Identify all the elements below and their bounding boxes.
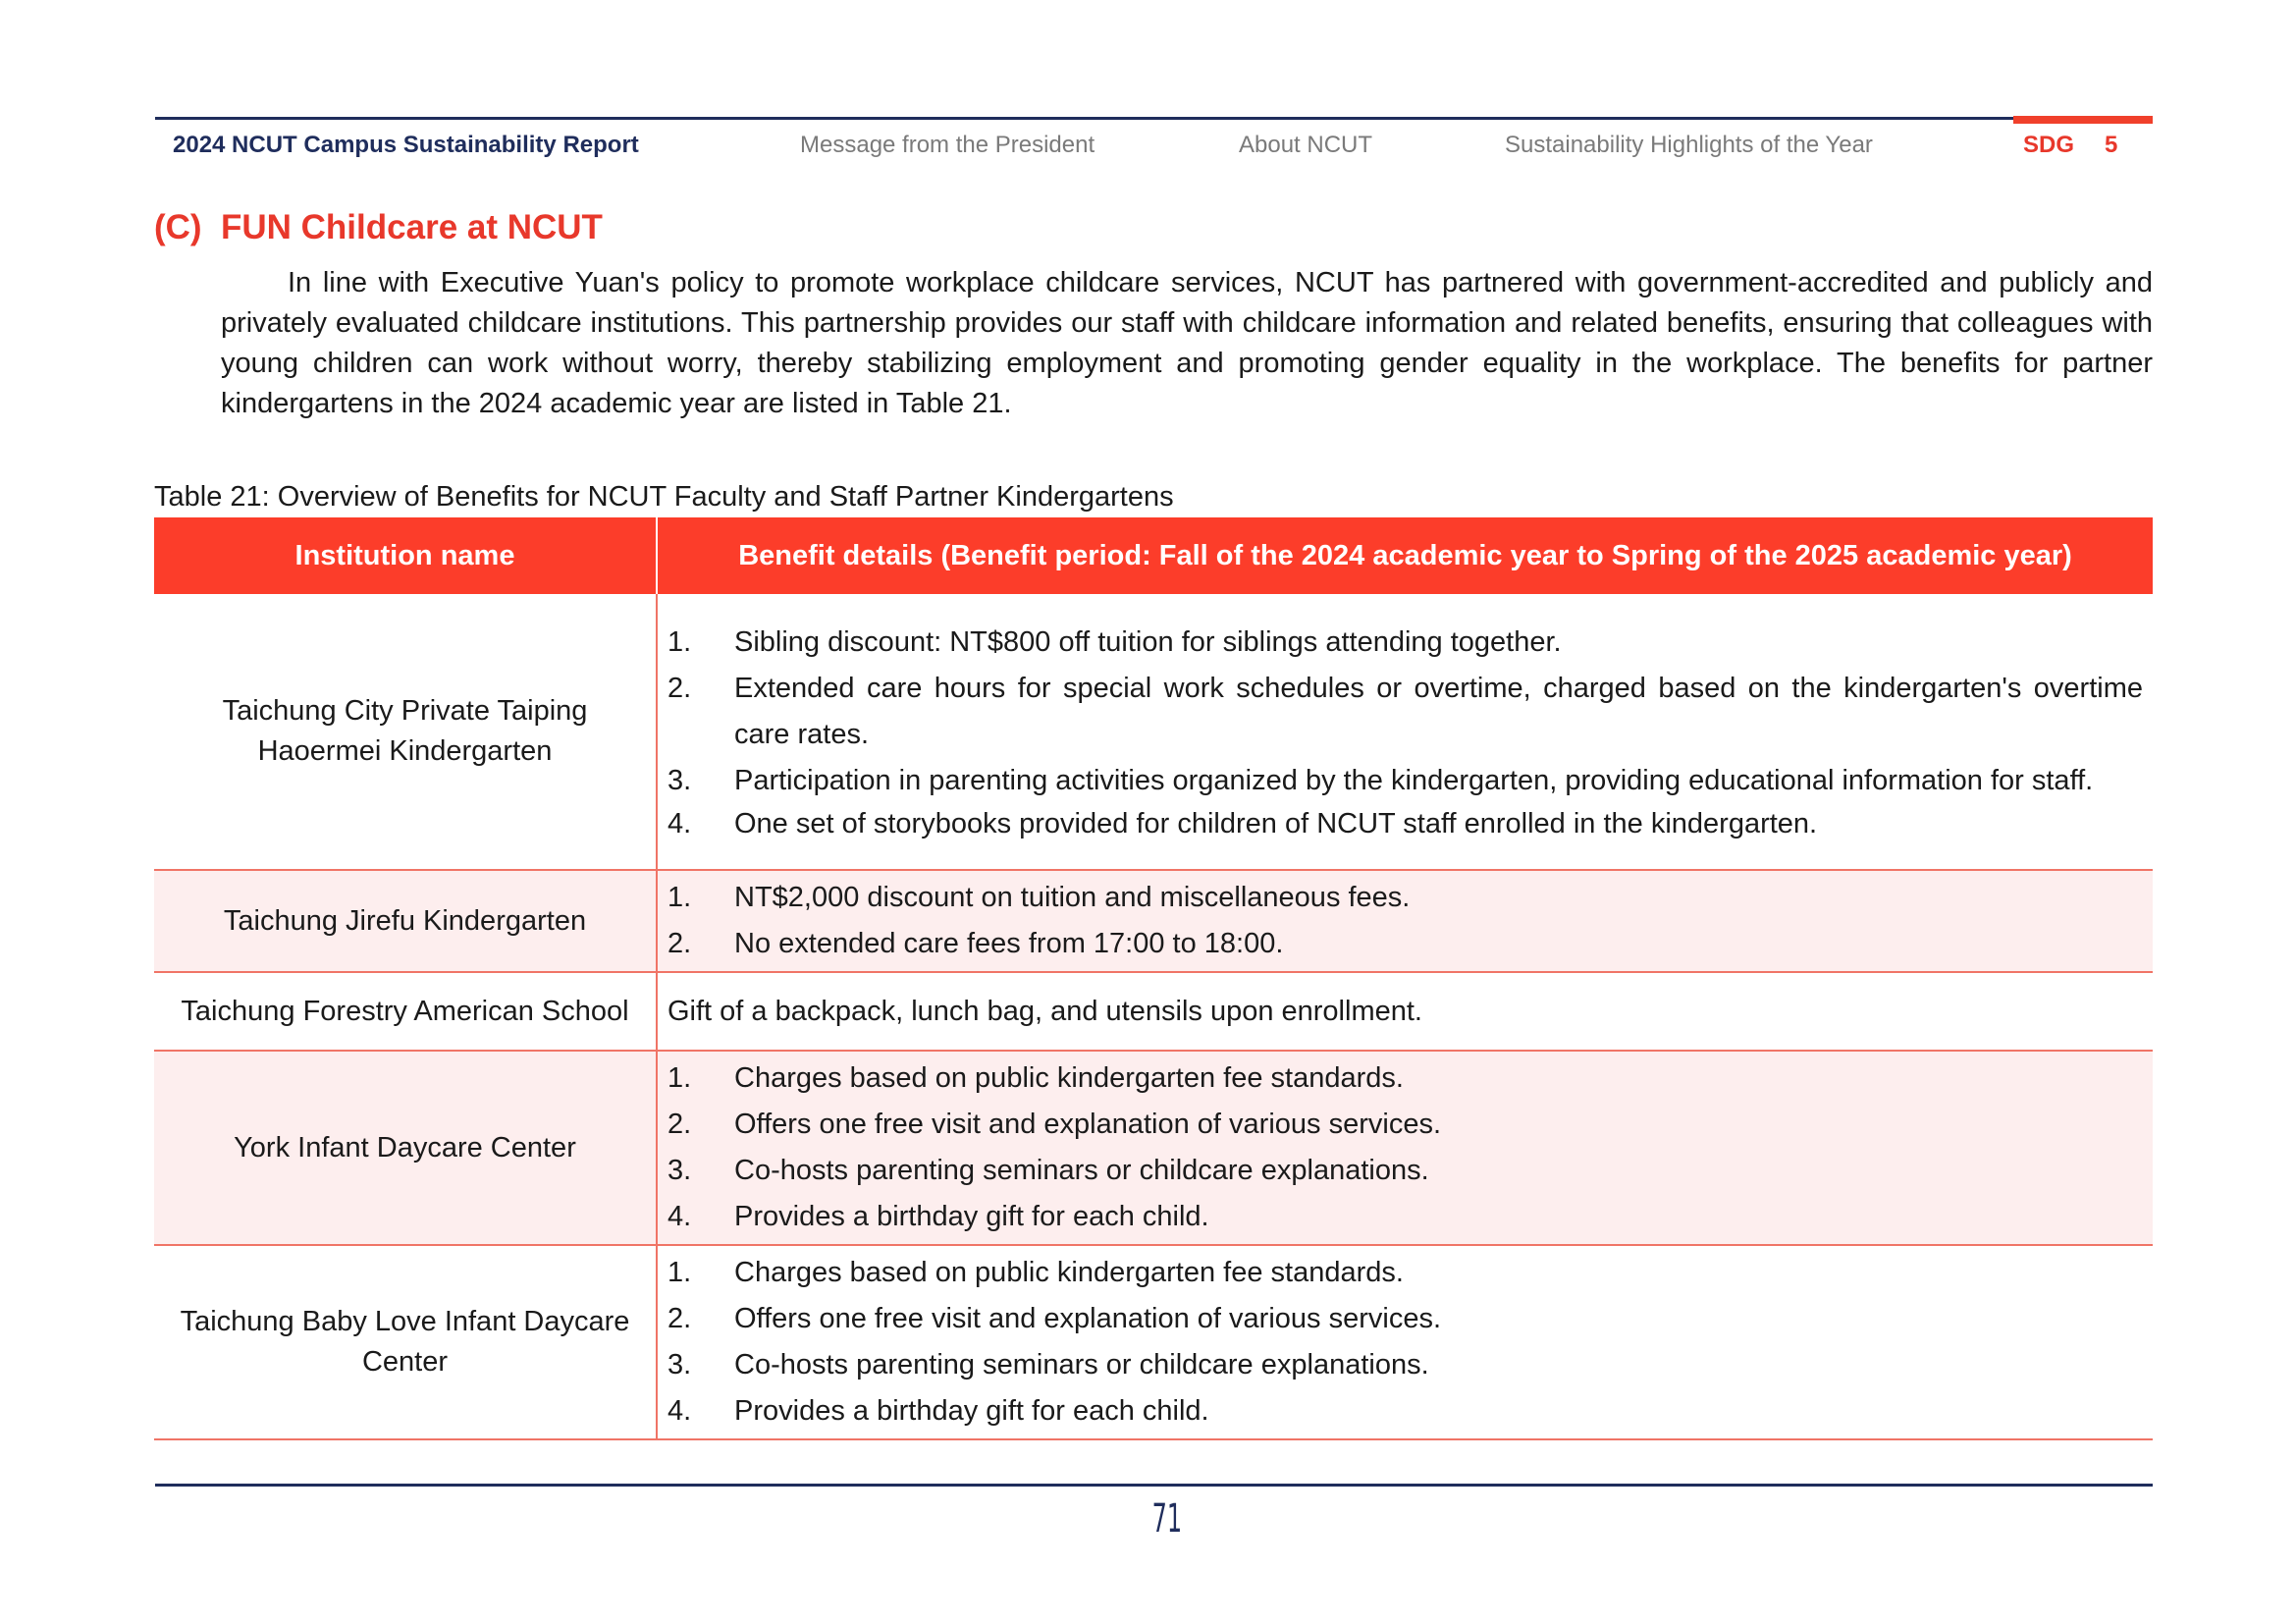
benefit-cell — [657, 972, 2153, 1051]
benefit-number: 3. — [667, 1155, 692, 1186]
benefit-item — [667, 1102, 2143, 1148]
report-title: 2024 NCUT Campus Sustainability Report — [173, 132, 639, 158]
benefit-number: 2. — [667, 1303, 692, 1334]
benefit-text: Charges based on public kindergarten fee standards. — [734, 1257, 1404, 1288]
benefit-text: Charges based on public kindergarten fee standards. — [734, 1062, 1404, 1094]
sdg-label[interactable]: SDG — [2023, 132, 2075, 158]
benefit-item — [667, 666, 2143, 758]
benefit-list — [667, 1246, 2143, 1438]
institution-name: Taichung Forestry American School — [154, 972, 657, 1051]
header-rule — [155, 117, 2153, 120]
benefit-text: Provides a birthday gift for each child. — [734, 1395, 1209, 1427]
benefit-item — [667, 1296, 2143, 1342]
header-benefit-details: Benefit details (Benefit period: Fall of the 2024 academic year to Spring of the 2025 academic year) — [657, 517, 2153, 594]
intro-paragraph: In line with Executive Yuan's policy to promote workplace childcare services, NCUT has partnered with government-accredited and publicly and privately evaluated childcare institutions. This partnership provides our staff with childcare information and related benefits, ensuring that colleagues with young children can work without worry, thereby stabilizing employment and promoting gender equality in the workplace. The benefits for partner kindergartens in the 2024 academic year are listed in Table 21. — [221, 267, 2153, 419]
benefit-text: Sibling discount: NT$800 off tuition for siblings attending together. — [734, 625, 1562, 658]
benefit-text: Offers one free visit and explanation of various services. — [734, 1109, 1442, 1140]
footer-rule — [155, 1484, 2153, 1487]
table-row — [154, 1051, 2153, 1245]
header-accent-bar — [2013, 116, 2153, 124]
benefit-text: One set of storybooks provided for children of NCUT staff enrolled in the kindergarten. — [734, 807, 1818, 839]
benefit-text: Co-hosts parenting seminars or childcare explanations. — [734, 1155, 1429, 1186]
table-row — [154, 594, 2153, 870]
benefit-cell — [657, 1051, 2153, 1245]
institution-name: York Infant Daycare Center — [154, 1051, 657, 1245]
benefit-list — [667, 871, 2143, 971]
benefit-number: 1. — [667, 882, 692, 913]
page-number: 71 — [1151, 1496, 1183, 1542]
benefit-item — [667, 1388, 2143, 1435]
benefit-list — [667, 616, 2143, 848]
benefit-item — [667, 1056, 2143, 1102]
institution-name: Taichung Jirefu Kindergarten — [154, 870, 657, 972]
institution-name: Taichung Baby Love Infant Daycare Center — [154, 1245, 657, 1439]
benefit-number: 3. — [667, 1349, 692, 1380]
benefit-list — [667, 1052, 2143, 1244]
benefit-number: 2. — [667, 928, 692, 959]
benefit-text: Provides a birthday gift for each child. — [734, 1201, 1209, 1232]
benefit-item — [667, 921, 2143, 967]
header-institution-name: Institution name — [154, 517, 657, 594]
benefit-item — [667, 875, 2143, 921]
benefit-item — [667, 1250, 2143, 1296]
nav-about-ncut[interactable]: About NCUT — [1239, 132, 1373, 158]
section-heading — [154, 205, 603, 250]
benefit-number: 3. — [667, 764, 692, 796]
benefit-number: 4. — [667, 1201, 692, 1232]
benefit-text: Gift of a backpack, lunch bag, and utensils upon enrollment. — [667, 995, 1422, 1027]
benefit-text: Co-hosts parenting seminars or childcare explanations. — [734, 1349, 1429, 1380]
benefit-text: Participation in parenting activities organized by the kindergarten, providing educational information for staff. — [734, 764, 2094, 796]
benefit-item — [667, 804, 2143, 844]
benefit-number: 1. — [667, 1062, 692, 1094]
benefit-item — [667, 758, 2143, 804]
benefit-number: 1. — [667, 625, 692, 658]
benefit-text: No extended care fees from 17:00 to 18:00. — [734, 928, 1284, 959]
sdg-number: 5 — [2105, 132, 2118, 158]
benefit-cell — [657, 594, 2153, 870]
table-header-row — [154, 517, 2153, 594]
benefit-text: Extended care hours for special work schedules or overtime, charged based on the kindergarten's overtime care rates. — [734, 672, 2143, 750]
table-caption: Table 21: Overview of Benefits for NCUT Faculty and Staff Partner Kindergartens — [154, 481, 1174, 513]
benefit-number: 4. — [667, 1395, 692, 1427]
benefit-item — [667, 1342, 2143, 1388]
nav-sustainability-highlights[interactable]: Sustainability Highlights of the Year — [1505, 132, 1873, 158]
benefit-item — [667, 620, 2143, 666]
benefit-cell — [657, 1245, 2153, 1439]
benefit-number: 2. — [667, 672, 692, 704]
benefit-number: 4. — [667, 807, 692, 839]
benefit-item — [667, 1148, 2143, 1194]
institution-name: Taichung City Private Taiping Haoermei Kindergarten — [154, 594, 657, 870]
section-letter: (C) — [154, 208, 202, 246]
benefit-text: NT$2,000 discount on tuition and miscellaneous fees. — [734, 882, 1411, 913]
benefit-text: Offers one free visit and explanation of various services. — [734, 1303, 1442, 1334]
benefit-item — [667, 1194, 2143, 1240]
table-row — [154, 1245, 2153, 1439]
benefits-table — [154, 517, 2153, 1440]
nav-message-from-president[interactable]: Message from the President — [800, 132, 1095, 158]
benefit-cell — [657, 870, 2153, 972]
benefit-number: 2. — [667, 1109, 692, 1140]
table-row — [154, 972, 2153, 1051]
section-title: FUN Childcare at NCUT — [221, 208, 603, 246]
benefit-number: 1. — [667, 1257, 692, 1288]
table-row — [154, 870, 2153, 972]
